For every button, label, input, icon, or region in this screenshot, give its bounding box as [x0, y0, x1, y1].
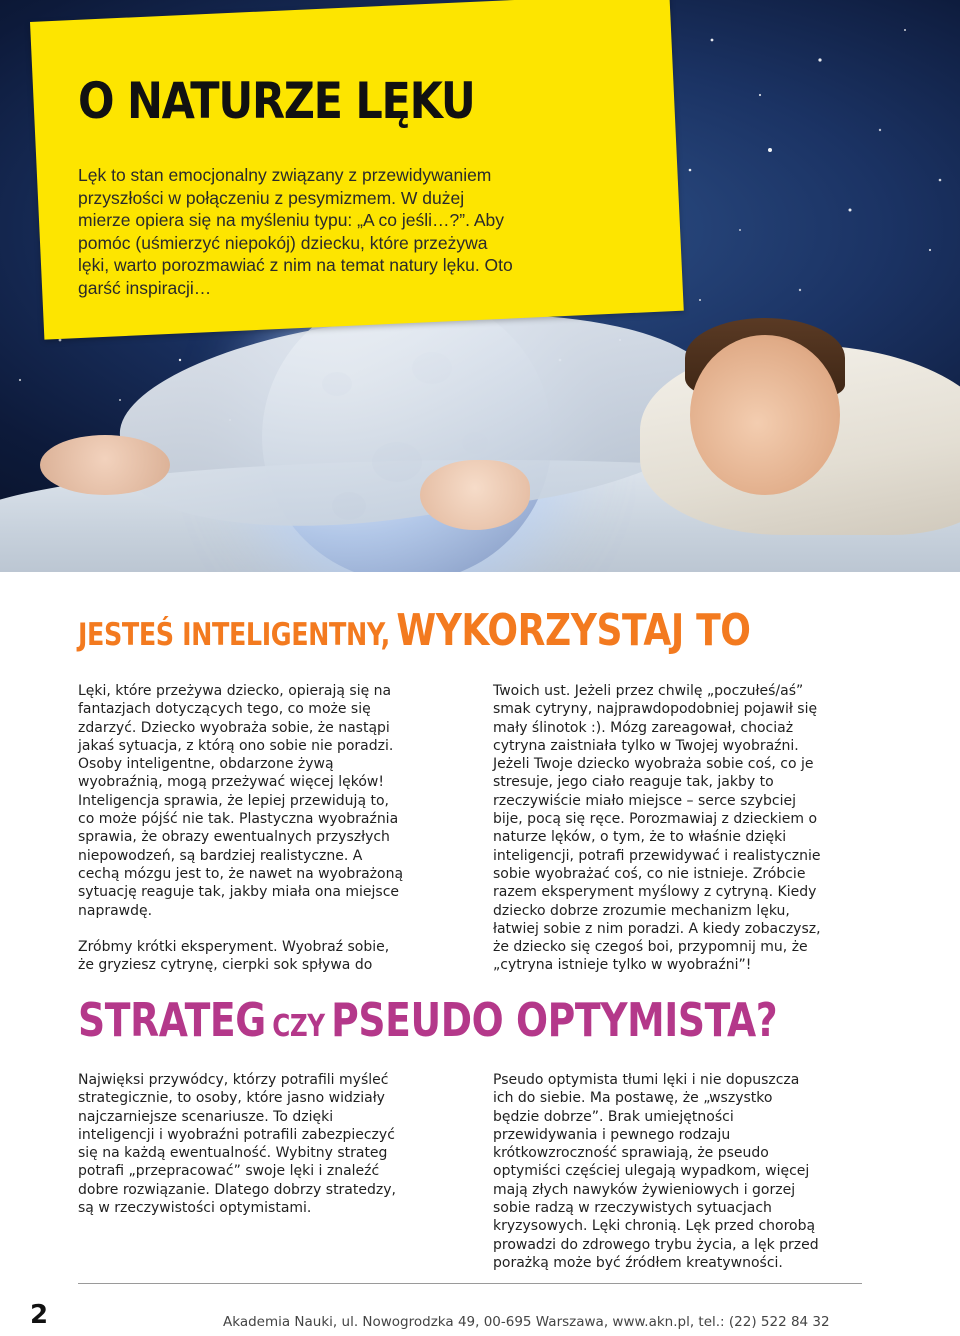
- footer-contact: Akademia Nauki, ul. Nowogrodzka 49, 00-695 Warszawa, www.akn.pl, tel.: (22) 522 84 32: [223, 1314, 830, 1330]
- paragraph: Najwięksi przywódcy, którzy potrafili myśleć strategicznie, to osoby, które jasno widziały najczarniejsze scenariusze. To dzięki inteligencji i wyobraźni potrafili zabezpieczyć się na każdą ewentualność. Wybitny strateg potrafi „przepracować” swoje lęki i znaleźć dobre rozwiązanie. Dlatego dobrzy stratedzy, są w rzeczywistości optymistami.: [78, 1072, 396, 1217]
- heading-part-small: JESTEŚ INTELIGENTNY,: [78, 617, 390, 653]
- section1-column-right: [493, 682, 823, 993]
- section1-column-left: [78, 682, 408, 992]
- paragraph: Zróbmy krótki eksperyment. Wyobraź sobie, że gryziesz cytrynę, cierpki sok spływa do: [78, 938, 390, 974]
- heading-part-large: WYKORZYSTAJ TO: [396, 605, 751, 656]
- heading-part-pseudo: PSEUDO OPTYMISTA?: [331, 993, 778, 1047]
- child-hand: [420, 460, 530, 530]
- paragraph: Twoich ust. Jeżeli przez chwilę „poczułeś/aś” smak cytryny, najprawdopodobniej pojawił się mały ślinotok :). Mózg zareagował, chociaż cytryna zaistniała tylko w Twojej wyobraźni. Jeżeli Twoje dziecko wyobraża sobie coś, co je stresuje, jego ciało reaguje tak, jakby to rzeczywiście miało miejsce – serce szybciej bije, pocą się ręce. Porozmawiaj z dzieckiem o naturze lęków, o tym, że to właśnie dzięki inteligencji, potrafi przewidywać i realistycznie sobie wyobrażać coś, co nie istnieje. Zróbcie razem eksperyment myślowy z cytryną. Kiedy dziecko dobrze zrozumie mechanizm lęku, łatwiej sobie z nim poradzi. A kiedy zobaczysz, że dziecko się czegoś boi, przypomnij mu, że „cytryna istnieje tylko w wyobraźni”!: [493, 683, 821, 974]
- section-heading-intelligent: [78, 605, 751, 656]
- intro-text: Lęk to stan emocjonalny związany z przewidywaniem przyszłości w połączeniu z pesymizmem. W dużej mierze opiera się na myśleniu typu: „A co jeśli…?”. Aby pomóc (uśmierzyć niepokój) dziecku, które przeżywa lęki, warto porozmawiać z nim na temat natury lęku. Oto garść inspiracji…: [78, 165, 513, 298]
- heading-part-czy: CZY: [272, 1009, 325, 1044]
- footer-divider: [78, 1283, 862, 1284]
- heading-part-strateg: STRATEG: [78, 993, 266, 1047]
- paragraph: Pseudo optymista tłumi lęki i nie dopuszcza ich do siebie. Ma postawę, że „wszystko będzie dobrze”. Brak umiejętności przewidywania i pewnego rodzaju krótkowzroczność sprawiają, że pseudo optymiści częściej ulegają wypadkom, więcej mają złych nawyków żywieniowych i gorzej sobie radzą w rzeczywistych sytuacjach kryzysowych. Lęki chronią. Lęk przed chorobą prowadzi do zdrowego trybu życia, a lęk przed porażką może być źródłem kreatywności.: [493, 1072, 819, 1271]
- section2-column-right: [493, 1071, 823, 1290]
- paragraph: Lęki, które przeżywa dziecko, opierają się na fantazjach dotyczących tego, co może się zdarzyć. Dziecko wyobraża sobie, że nastąpi jakaś sytuacja, z którą ono sobie nie poradzi. Osoby inteligentne, obdarzone żywą wyobraźnią, mogą przeżywać więcej lęków! Inteligencja sprawia, że lepiej przewidują to, co może pójść nie tak. Plastyczna wyobraźnia sprawia, że obrazy ewentualnych przyszłych niepowodzeń, są bardziej realistyczne. A cechą mózgu jest to, że nawet na wyobrażoną sytuację reaguje tak, jakby miała ona miejsce naprawdę.: [78, 683, 404, 919]
- page-number: 2: [30, 1300, 49, 1330]
- child-feet: [40, 435, 170, 495]
- section2-column-left: [78, 1071, 408, 1235]
- page-title: O NATURZE LĘKU: [78, 72, 475, 130]
- section-heading-strategist: [78, 993, 777, 1047]
- sleeping-child-face: [690, 335, 840, 495]
